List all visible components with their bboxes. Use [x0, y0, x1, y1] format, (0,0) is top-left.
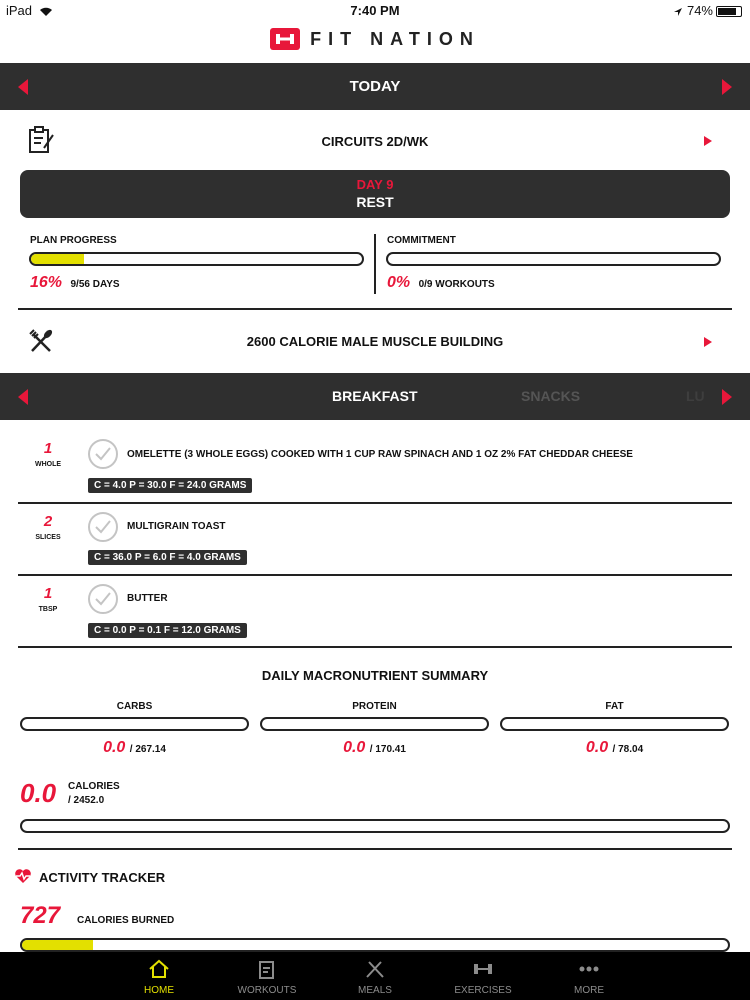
- activity-value: 727: [20, 902, 61, 929]
- protein-bar: [260, 717, 489, 731]
- list-item: [0, 503, 750, 575]
- tab-label: WORKOUTS: [237, 985, 297, 996]
- activity-title: ACTIVITY TRACKER: [39, 870, 166, 885]
- protein-value: 0.0: [343, 739, 366, 756]
- checkmark-icon[interactable]: [88, 584, 118, 614]
- clock: 7:40 PM: [350, 3, 400, 18]
- clipboard-icon: [256, 959, 278, 979]
- tab-home[interactable]: [104, 952, 214, 1000]
- tab-meals[interactable]: [320, 952, 430, 1000]
- macro-tag: C = 0.0 P = 0.1 F = 12.0 GRAMS: [88, 623, 247, 638]
- protein-stats: [260, 739, 489, 757]
- fork-knife-icon: [364, 959, 386, 979]
- plan-progress-label: PLAN PROGRESS: [30, 235, 117, 246]
- meal-tabs-bar: [0, 373, 750, 420]
- carbs-stats: [20, 739, 249, 757]
- food-quantity: 1: [43, 585, 53, 602]
- protein-target: / 170.41: [369, 744, 406, 755]
- calories-label: CALORIES: [68, 781, 120, 792]
- tab-breakfast[interactable]: BREAKFAST: [332, 388, 418, 404]
- checkmark-icon[interactable]: [88, 439, 118, 469]
- plan-row[interactable]: [0, 118, 750, 162]
- commitment-bar: [386, 252, 721, 266]
- dumbbell-logo-icon: [270, 28, 300, 50]
- day-number: DAY 9: [356, 177, 394, 192]
- food-unit: SLICES: [35, 534, 61, 541]
- plan-arrow-icon: [704, 136, 712, 146]
- activity-label: CALORIES BURNED: [77, 915, 175, 926]
- list-item: [0, 430, 750, 502]
- tab-label: MORE: [574, 985, 604, 996]
- calories-bar: [20, 819, 730, 833]
- tab-label: EXERCISES: [454, 985, 512, 996]
- tab-more[interactable]: [534, 952, 644, 1000]
- food-name: OMELETTE (3 WHOLE EGGS) COOKED WITH 1 CUP RAW SPINACH AND 1 OZ 2% FAT CHEDDAR CHEESE: [127, 449, 633, 460]
- carbs-label: CARBS: [116, 701, 153, 712]
- commitment-stats: [387, 274, 495, 292]
- today-bar: [0, 63, 750, 110]
- app-logo: [0, 28, 750, 58]
- plan-progress-bar: [29, 252, 364, 266]
- plan-progress-detail: 9/56 DAYS: [70, 279, 120, 290]
- divider: [18, 308, 732, 310]
- meal-plan-name: 2600 CALORIE MALE MUSCLE BUILDING: [246, 334, 504, 349]
- battery-icon: [716, 6, 742, 17]
- fat-stats: [500, 739, 729, 757]
- brand-name: FIT NATION: [310, 28, 480, 49]
- food-name: BUTTER: [127, 593, 168, 604]
- dumbbell-icon: [472, 959, 494, 979]
- tab-label: MEALS: [358, 985, 392, 996]
- fat-bar: [500, 717, 729, 731]
- device-label: iPad: [6, 3, 53, 18]
- calories-target: / 2452.0: [68, 795, 105, 806]
- food-quantity: 2: [43, 513, 53, 530]
- day-status: REST: [356, 194, 394, 210]
- food-unit: WHOLE: [34, 461, 62, 468]
- list-item: [0, 575, 750, 647]
- tab-exercises[interactable]: [428, 952, 538, 1000]
- macro-tag: C = 4.0 P = 30.0 F = 24.0 GRAMS: [88, 478, 252, 493]
- protein-label: PROTEIN: [352, 701, 397, 712]
- carbs-value: 0.0: [103, 739, 126, 756]
- calories-value: 0.0: [20, 778, 57, 808]
- previous-meal-arrow-icon[interactable]: [18, 389, 28, 405]
- checkmark-icon[interactable]: [88, 512, 118, 542]
- carbs-target: / 267.14: [129, 744, 166, 755]
- food-unit: TBSP: [38, 606, 58, 613]
- fat-value: 0.0: [585, 739, 609, 756]
- fat-target: / 78.04: [612, 744, 644, 755]
- divider: [18, 646, 732, 648]
- location-icon: [673, 7, 683, 17]
- next-day-arrow-icon[interactable]: [722, 79, 732, 95]
- status-bar: [0, 0, 750, 22]
- day-card: [20, 170, 730, 218]
- meal-plan-arrow-icon: [704, 337, 712, 347]
- tab-label: HOME: [144, 985, 174, 996]
- meal-plan-row[interactable]: [0, 318, 750, 364]
- plan-progress-stats: [30, 274, 120, 292]
- more-dots-icon: [578, 959, 600, 979]
- carbs-bar: [20, 717, 249, 731]
- next-meal-arrow-icon[interactable]: [722, 389, 732, 405]
- fat-label: FAT: [605, 701, 624, 712]
- tab-lunch-partial[interactable]: LU: [686, 388, 705, 404]
- battery-status: 74%: [673, 3, 742, 18]
- food-quantity: 1: [43, 440, 53, 457]
- commitment-percent: 0%: [387, 274, 411, 291]
- home-icon: [148, 959, 170, 979]
- plan-progress-percent: 16%: [30, 274, 63, 291]
- divider: [18, 848, 732, 850]
- commitment-label: COMMITMENT: [387, 235, 456, 246]
- activity-bar: [20, 938, 730, 952]
- macro-tag: C = 36.0 P = 6.0 F = 4.0 GRAMS: [88, 550, 247, 565]
- tab-workouts[interactable]: [212, 952, 322, 1000]
- summary-title: DAILY MACRONUTRIENT SUMMARY: [261, 668, 489, 683]
- commitment-detail: 0/9 WORKOUTS: [418, 279, 495, 290]
- bottom-tab-bar: [0, 952, 750, 1000]
- divider: [374, 234, 376, 294]
- food-name: MULTIGRAIN TOAST: [127, 521, 226, 532]
- plan-name: CIRCUITS 2D/WK: [321, 134, 429, 149]
- heart-rate-icon: [14, 868, 32, 884]
- tab-snacks[interactable]: SNACKS: [521, 388, 581, 404]
- today-title: TODAY: [349, 78, 401, 95]
